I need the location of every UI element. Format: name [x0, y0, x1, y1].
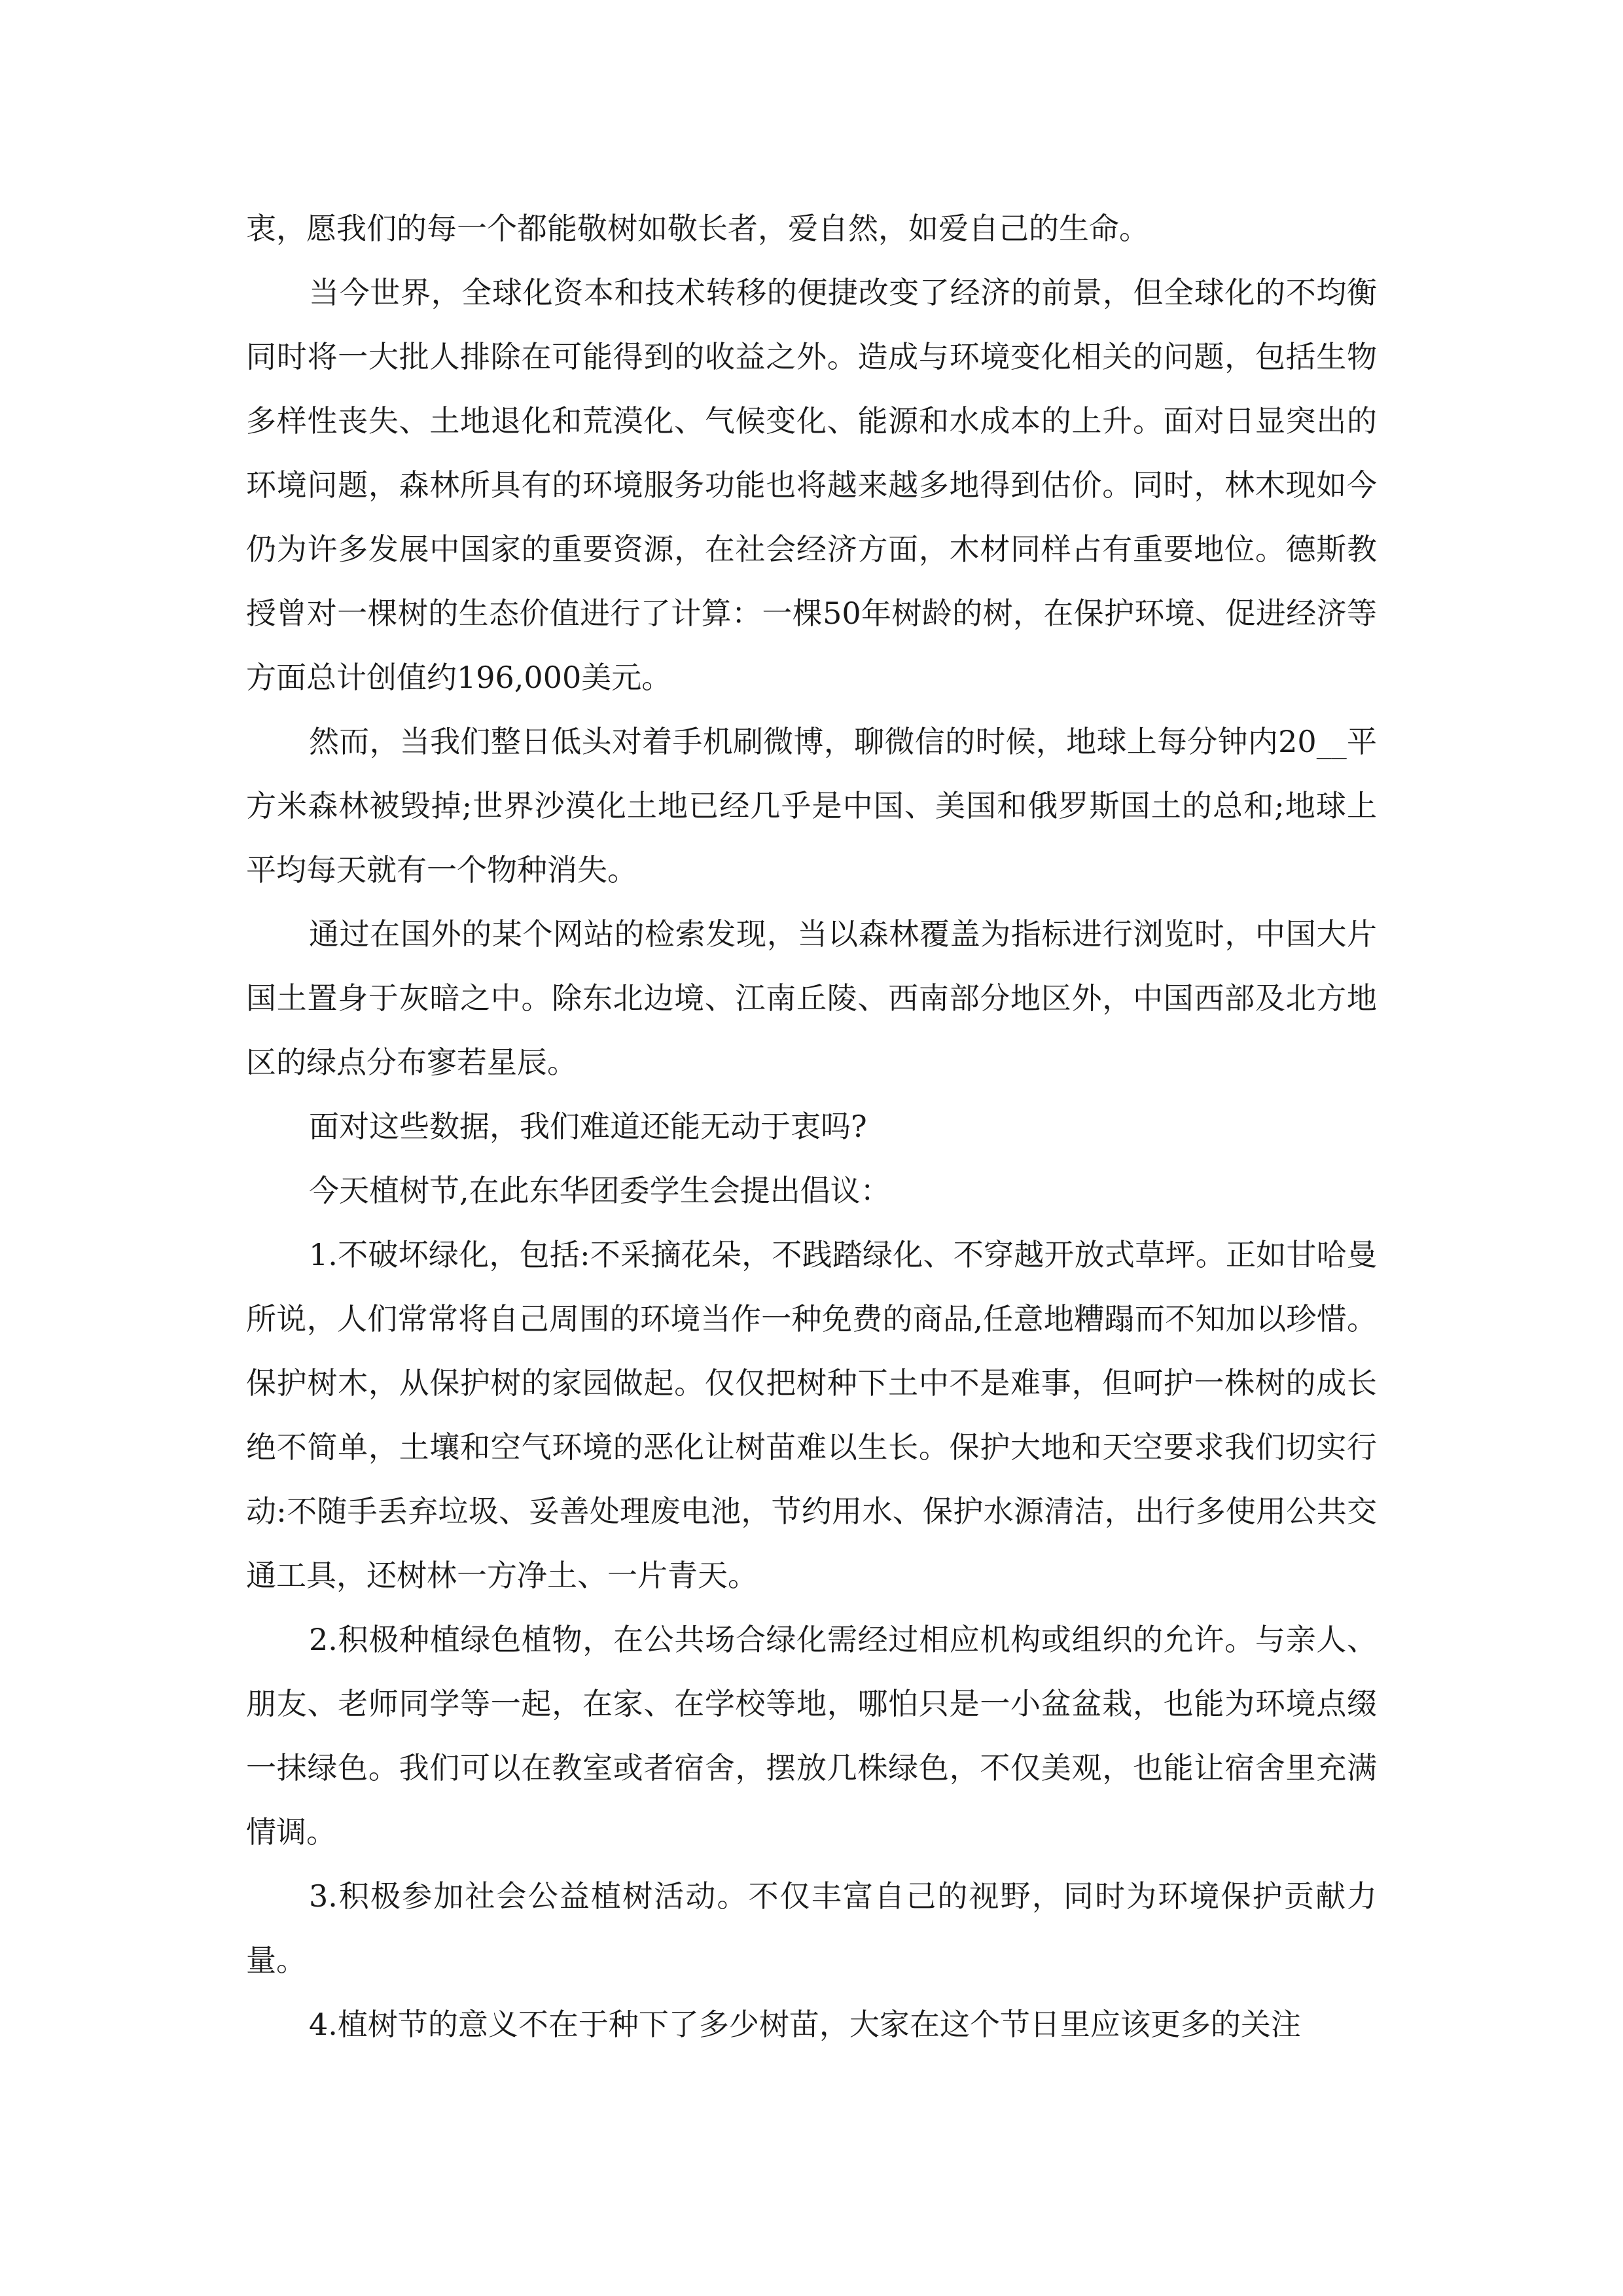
paragraph-2: 当今世界，全球化资本和技术转移的便捷改变了经济的前景，但全球化的不均衡同时将一大批人排除在可能得到的收益之外。造成与环境变化相关的问题，包括生物多样性丧失、土地退化和荒漠化、气候变化、能源和水成本的上升。面对日显突出的环境问题，森林所具有的环境服务功能也将越来越多地得到估价。同时，林木现如今仍为许多发展中国家的重要资源，在社会经济方面，木材同样占有重要地位。德斯教授曾对一棵树的生态价值进行了计算：一棵50年树龄的树，在保护环境、促进经济等方面总计创值约196,000美元。: [246, 275, 1377, 695]
proposal-item-1: 1.不破坏绿化，包括:不采摘花朵，不践踏绿化、不穿越开放式草坪。正如甘哈曼所说，人们常常将自己周围的环境当作一种免费的商品,任意地糟蹋而不知加以珍惜。保护树木，从保护树的家园做起。仅仅把树种下土中不是难事，但呵护一株树的成长绝不简单，土壤和空气环境的恶化让树苗难以生长。保护大地和天空要求我们切实行动:不随手丢弃垃圾、妥善处理废电池，节约用水、保护水源清洁，出行多使用公共交通工具，还树林一方净土、一片青天。: [246, 1237, 1377, 1593]
paragraph-5: 面对这些数据，我们难道还能无动于衷吗?: [309, 1109, 867, 1144]
paragraph-1: 衷，愿我们的每一个都能敬树如敬长者，爱自然，如爱自己的生命。: [246, 211, 1149, 246]
paragraph-4: 通过在国外的某个网站的检索发现，当以森林覆盖为指标进行浏览时，中国大片国土置身于灰暗之中。除东北边境、江南丘陵、西南部分地区外，中国西部及北方地区的绿点分布寥若星辰。: [246, 916, 1377, 1080]
paragraph-3: 然而，当我们整日低头对着手机刷微博，聊微信的时候，地球上每分钟内20__平方米森林被毁掉;世界沙漠化土地已经几乎是中国、美国和俄罗斯国土的总和;地球上平均每天就有一个物种消失。: [246, 724, 1377, 888]
proposal-item-3: 3.积极参加社会公益植树活动。不仅丰富自己的视野，同时为环境保护贡献力量。: [246, 1878, 1377, 1978]
paragraph-6: 今天植树节,在此东华团委学生会提出倡议：: [309, 1173, 891, 1208]
proposal-item-2: 2.积极种植绿色植物，在公共场合绿化需经过相应机构或组织的允许。与亲人、朋友、老师同学等一起，在家、在学校等地，哪怕只是一小盆盆栽，也能为环境点缀一抹绿色。我们可以在教室或者宿舍，摆放几株绿色，不仅美观，也能让宿舍里充满情调。: [246, 1622, 1377, 1850]
document-body: [246, 196, 1377, 2056]
proposal-item-4: 4.植树节的意义不在于种下了多少树苗，大家在这个节日里应该更多的关注: [309, 2007, 1301, 2042]
